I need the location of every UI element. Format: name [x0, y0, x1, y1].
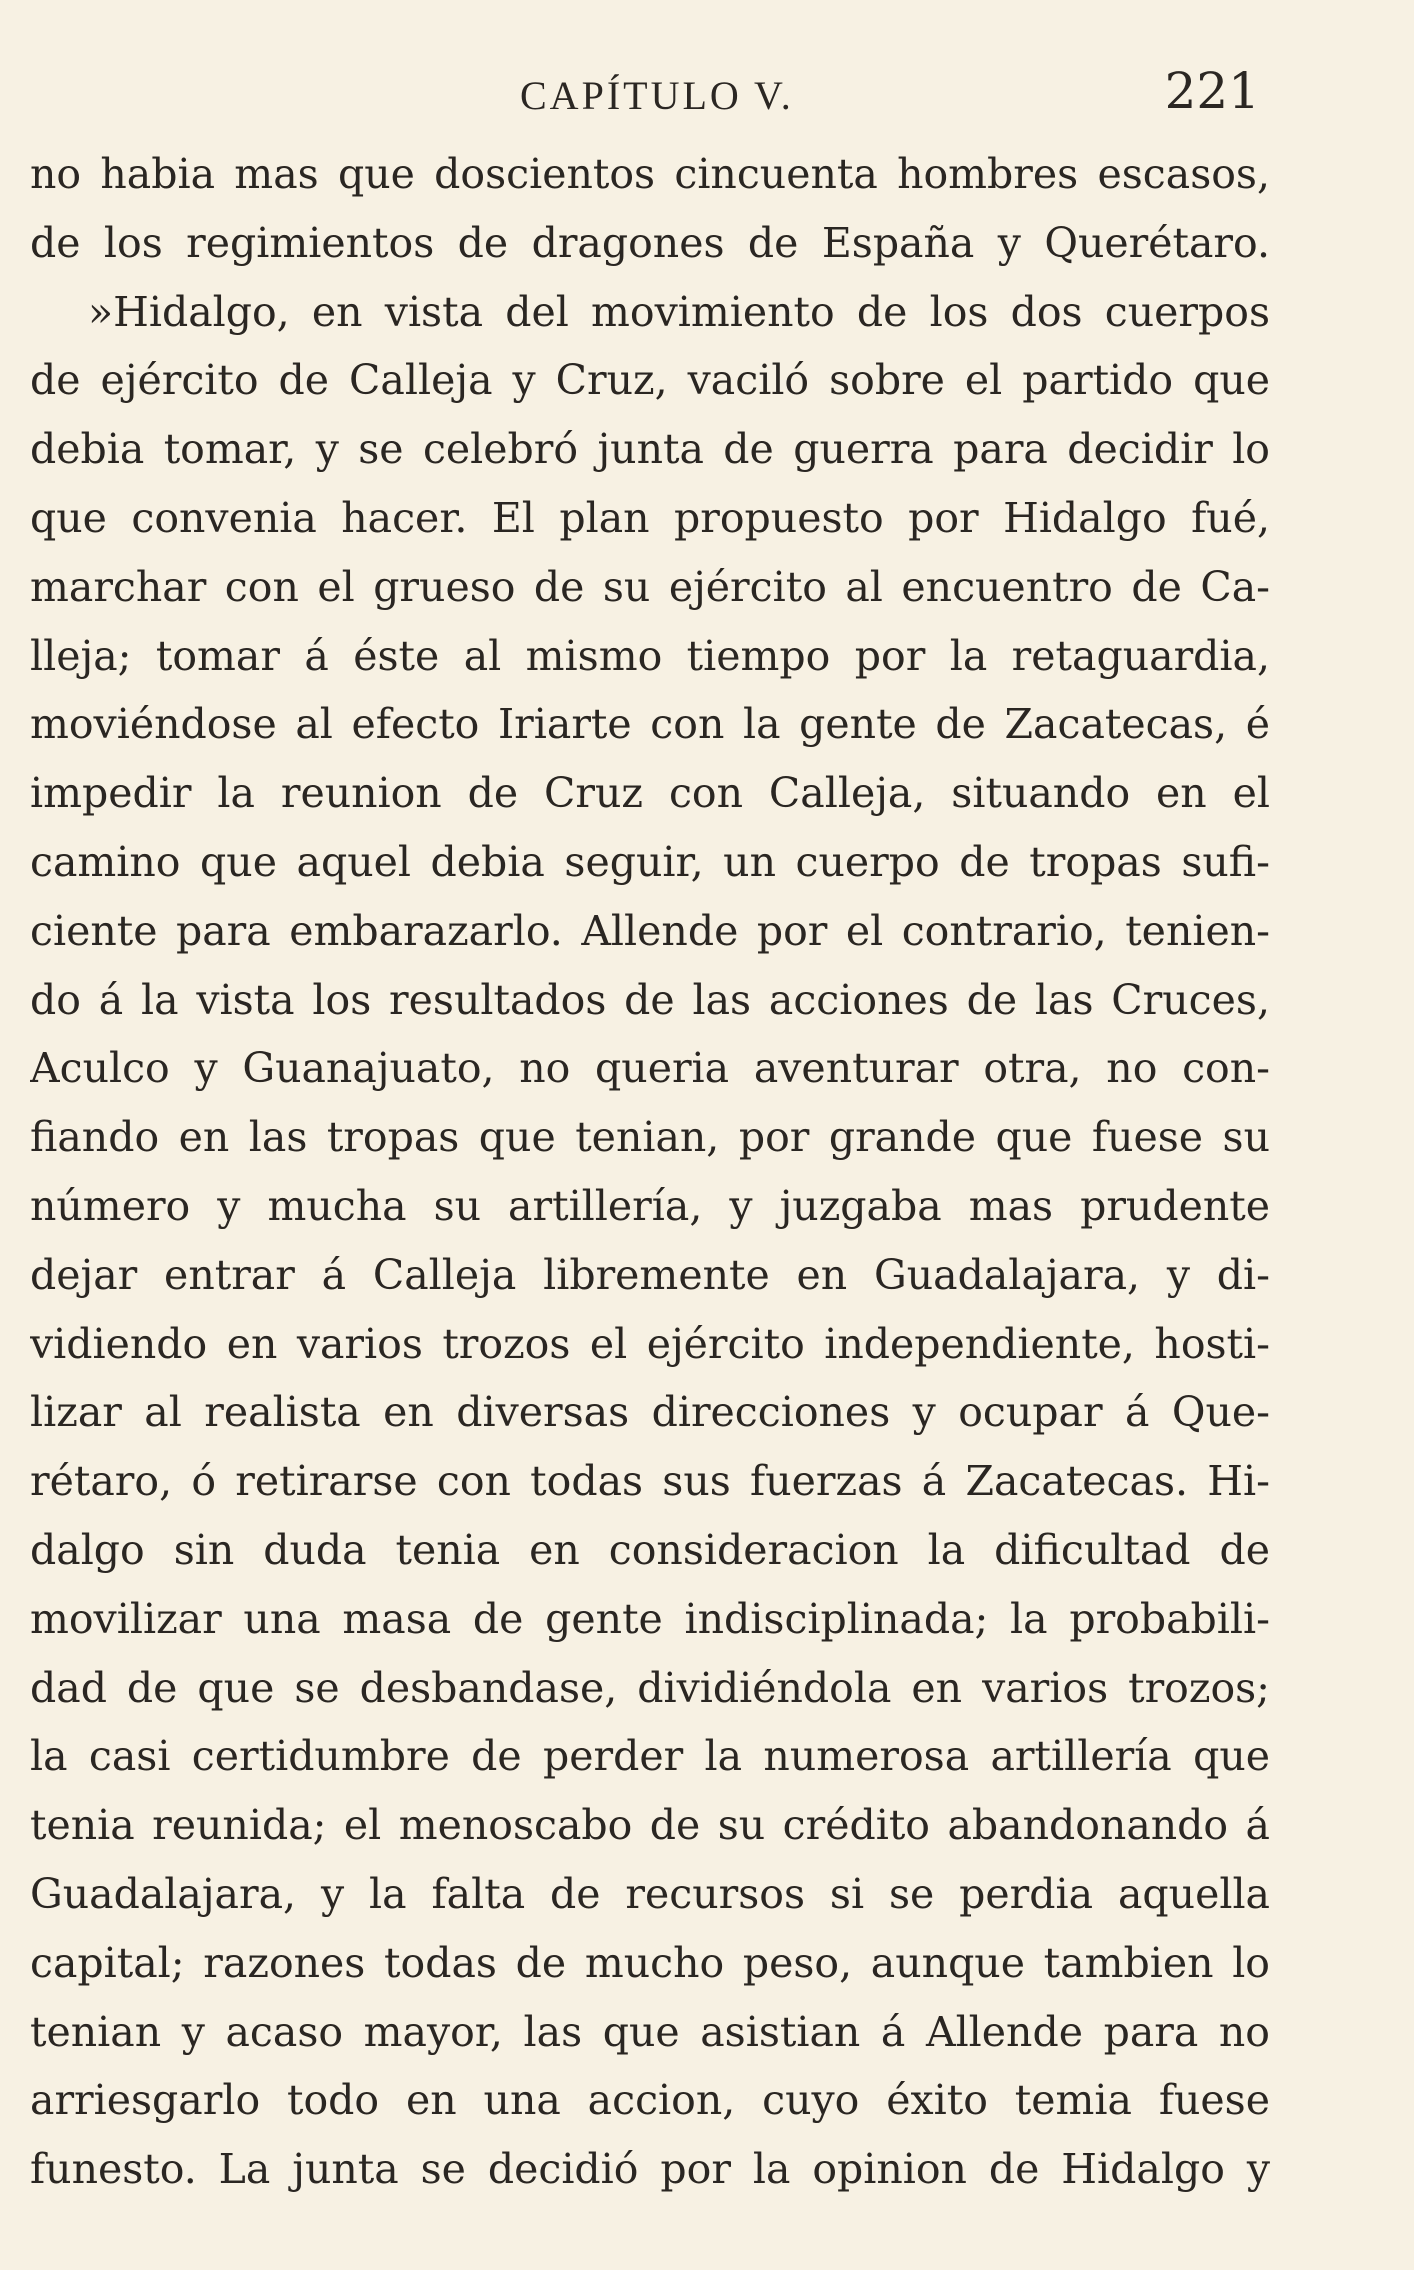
text-line: Aculco y Guanajuato, no queria aventurar otra, no con- — [30, 1044, 1270, 1093]
text-line: no habia mas que doscientos cincuenta hombres escasos, — [30, 150, 1270, 198]
text-line: »Hidalgo, en vista del movimiento de los dos cuerpos — [88, 287, 1270, 336]
body-text — [30, 140, 1270, 2204]
text-line: dalgo sin duda tenia en consideracion la dificultad de — [30, 1525, 1270, 1574]
text-line: camino que aquel debia seguir, un cuerpo de tropas sufi- — [30, 837, 1270, 886]
text-line: Guadalajara, y la falta de recursos si se perdia aquella — [30, 1869, 1270, 1918]
text-line: moviéndose al efecto Iriarte con la gente de Zacatecas, é — [30, 700, 1270, 749]
text-line: dad de que se desbandase, dividiéndola en varios trozos; — [30, 1663, 1270, 1712]
text-line: lizar al realista en diversas direcciones y ocupar á Que- — [30, 1388, 1270, 1437]
text-line: funesto. La junta se decidió por la opinion de Hidalgo y — [30, 2145, 1270, 2194]
text-line: vidiendo en varios trozos el ejército independiente, hosti- — [30, 1319, 1270, 1368]
text-line: debia tomar, y se celebró junta de guerra para decidir lo — [30, 425, 1270, 474]
text-line: marchar con el grueso de su ejército al encuentro de Ca- — [30, 562, 1270, 611]
page-number: 221 — [1164, 62, 1260, 120]
text-line: movilizar una masa de gente indisciplinada; la probabili- — [30, 1594, 1270, 1643]
text-line: do á la vista los resultados de las acciones de las Cruces, — [30, 975, 1270, 1024]
text-line: ciente para embarazarlo. Allende por el contrario, tenien- — [30, 906, 1270, 955]
text-line: fiando en las tropas que tenian, por grande que fuese su — [30, 1113, 1270, 1162]
text-line: la casi certidumbre de perder la numerosa artillería que — [30, 1732, 1270, 1781]
text-line: de los regimientos de dragones de España y Querétaro. — [30, 218, 1270, 267]
text-line: impedir la reunion de Cruz con Calleja, situando en el — [30, 769, 1270, 818]
text-line: número y mucha su artillería, y juzgaba mas prudente — [30, 1181, 1270, 1230]
text-line: dejar entrar á Calleja libremente en Guadalajara, y di- — [30, 1250, 1270, 1299]
chapter-title: CAPÍTULO V. — [520, 73, 794, 118]
text-line: que convenia hacer. El plan propuesto por Hidalgo fué, — [30, 493, 1270, 542]
text-line: tenia reunida; el menoscabo de su crédito abandonando á — [30, 1801, 1270, 1850]
text-line: de ejército de Calleja y Cruz, vaciló sobre el partido que — [30, 356, 1270, 405]
text-line: arriesgarlo todo en una accion, cuyo éxito temia fuese — [30, 2076, 1270, 2125]
text-line: capital; razones todas de mucho peso, aunque tambien lo — [30, 1938, 1270, 1987]
text-line: lleja; tomar á éste al mismo tiempo por la retaguardia, — [30, 631, 1270, 680]
text-line: tenian y acaso mayor, las que asistian á Allende para no — [30, 2007, 1270, 2056]
running-head — [30, 62, 1260, 122]
text-line: rétaro, ó retirarse con todas sus fuerzas á Zacatecas. Hi- — [30, 1457, 1270, 1506]
